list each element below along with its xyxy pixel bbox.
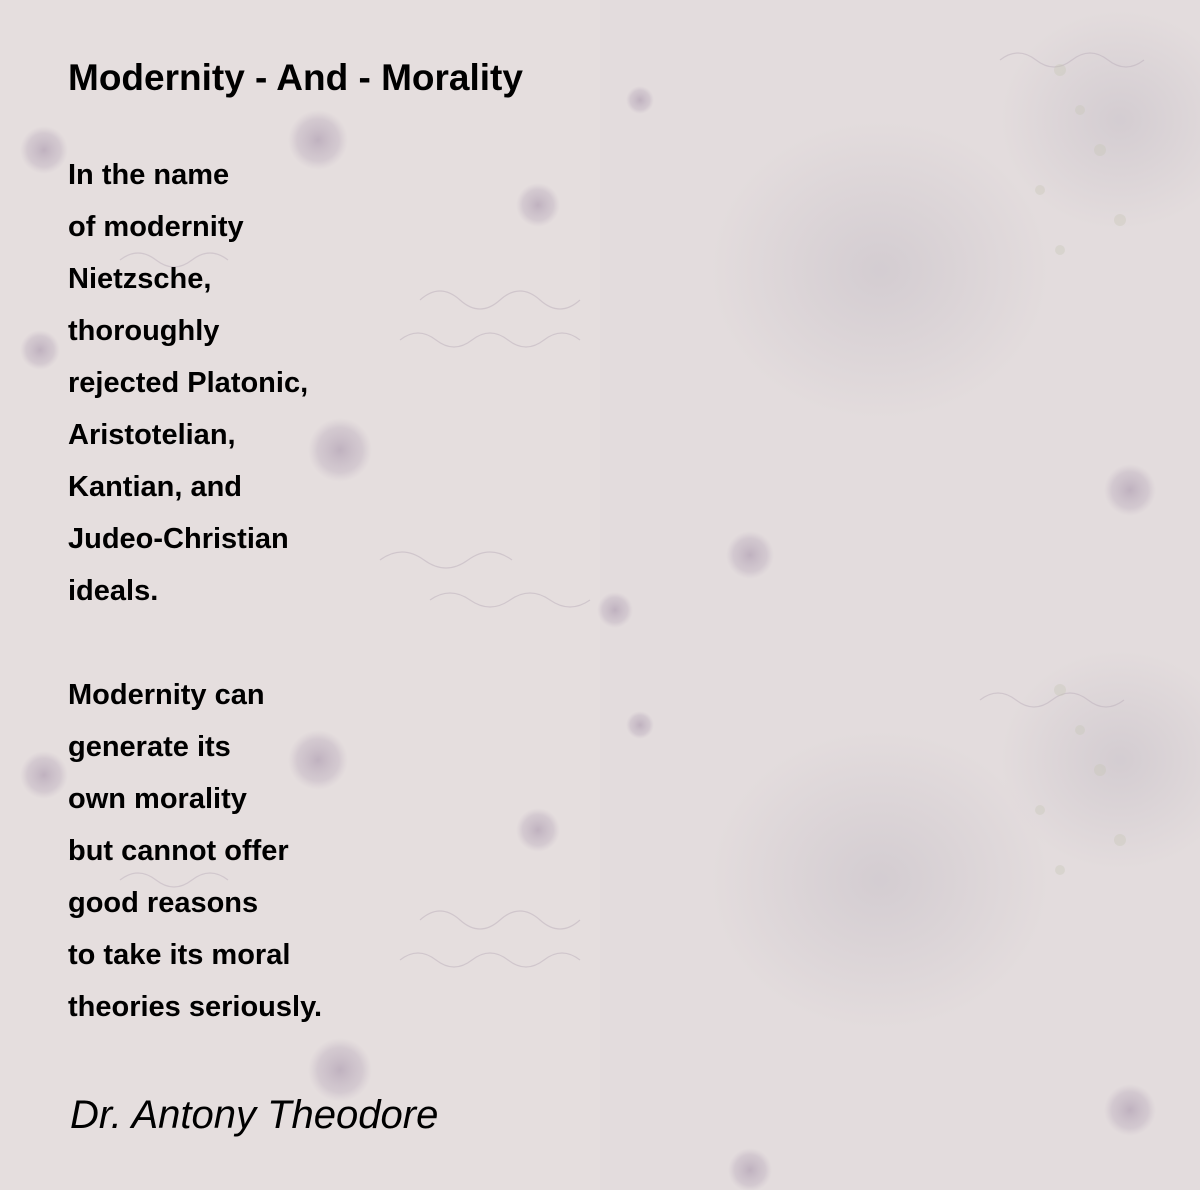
poem-line: Aristotelian, [68,419,236,451]
poem-body [68,149,322,1033]
poem-line: Nietzsche, [68,263,212,295]
poem-line: Modernity can [68,679,265,711]
poem-title: Modernity - And - Morality [68,57,523,98]
poem-line: Kantian, and [68,471,243,503]
poem-author: Dr. Antony Theodore [70,1093,439,1137]
poem-line: own morality [68,783,247,815]
stanza-break [68,617,322,669]
poem-line: but cannot offer [68,835,289,867]
poem-line: Judeo-Christian [68,523,289,555]
poem-line: ideals. [68,575,159,607]
poem-line: to take its moral [68,939,291,971]
poem-line: theories seriously. [68,991,323,1023]
stanza-1 [68,149,322,617]
poem-line: In the name [68,159,230,191]
poem-line: thoroughly [68,315,220,347]
poem-line: generate its [68,731,231,763]
stanza-2 [68,669,322,1033]
poem-line: rejected Platonic, [68,367,309,399]
poem-line: of modernity [68,211,244,243]
poem-line: good reasons [68,887,259,919]
